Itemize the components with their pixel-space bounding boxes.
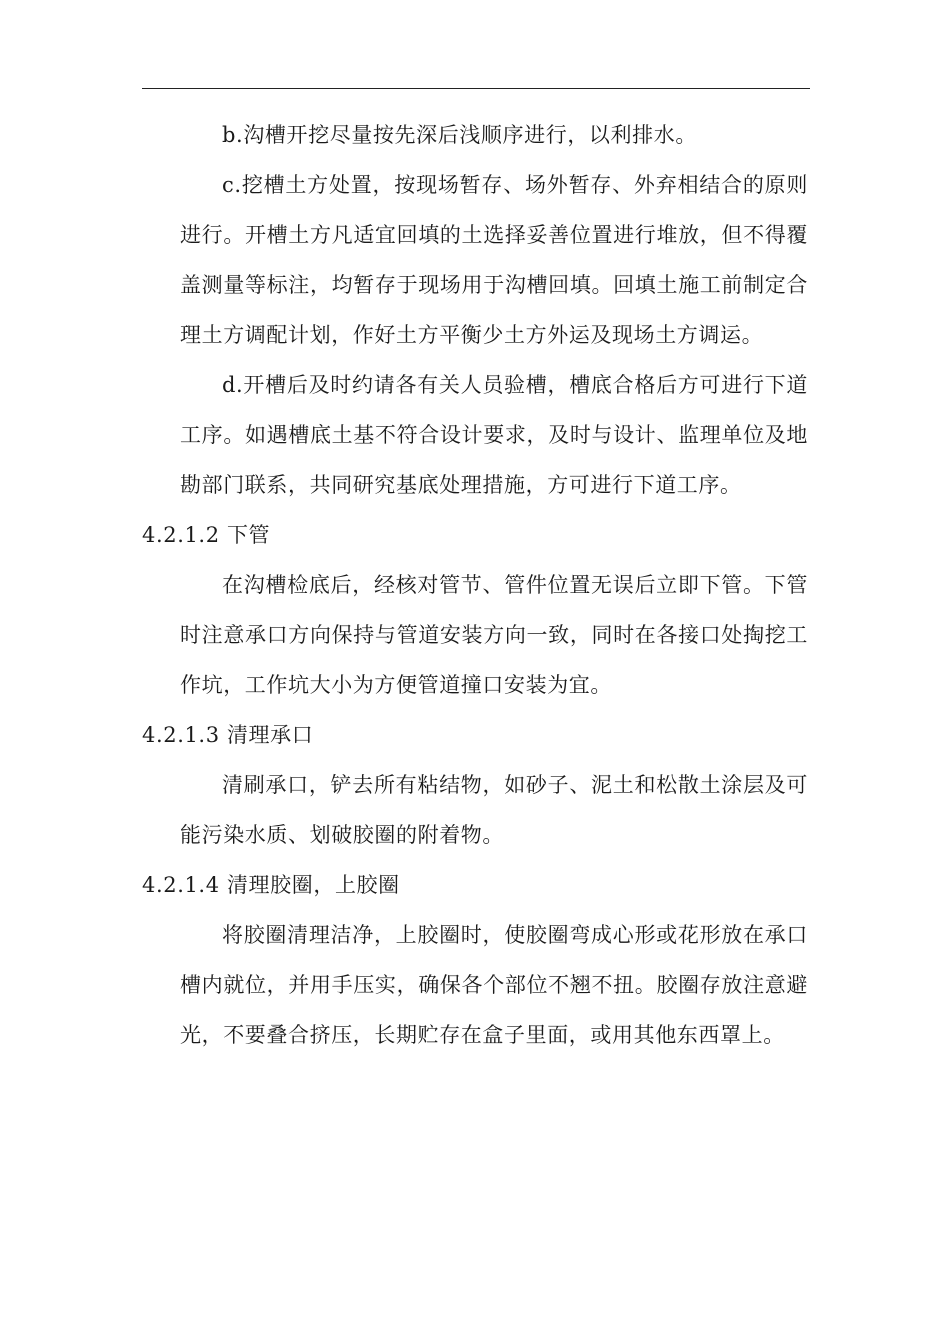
paragraph-lower-pipe: 在沟槽检底后，经核对管节、管件位置无误后立即下管。下管时注意承口方向保持与管道安装方向一致，同时在各接口处掏挖工作坑，工作坑大小为方便管道撞口安装为宜。 xyxy=(180,573,808,697)
paragraph-d: d.开槽后及时约请各有关人员验槽，槽底合格后方可进行下道工序。如遇槽底土基不符合设计要求，及时与设计、监理单位及地勘部门联系，共同研究基底处理措施，方可进行下道工序。 xyxy=(180,373,808,497)
paragraph-c: c.挖槽土方处置，按现场暂存、场外暂存、外弃相结合的原则进行。开槽土方凡适宜回填的土选择妥善位置进行堆放，但不得覆盖测量等标注，均暂存于现场用于沟槽回填。回填土施工前制定合理土方调配计划，作好土方平衡少土方外运及现场土方调运。 xyxy=(180,173,808,347)
section-heading-4-2-1-3: 4.2.1.3 清理承口 xyxy=(142,723,314,747)
document-body xyxy=(142,110,808,1060)
section-heading-4-2-1-4: 4.2.1.4 清理胶圈，上胶圈 xyxy=(142,873,400,897)
paragraph-b: b.沟槽开挖尽量按先深后浅顺序进行，以利排水。 xyxy=(222,123,697,147)
section-heading-4-2-1-2: 4.2.1.2 下管 xyxy=(142,523,271,547)
paragraph-clean-socket: 清刷承口，铲去所有粘结物，如砂子、泥土和松散土涂层及可能污染水质、划破胶圈的附着物。 xyxy=(180,773,808,847)
header-rule xyxy=(142,88,810,89)
paragraph-rubber-ring: 将胶圈清理洁净，上胶圈时，使胶圈弯成心形或花形放在承口槽内就位，并用手压实，确保各个部位不翘不扭。胶圈存放注意避光，不要叠合挤压，长期贮存在盒子里面，或用其他东西罩上。 xyxy=(180,923,808,1047)
